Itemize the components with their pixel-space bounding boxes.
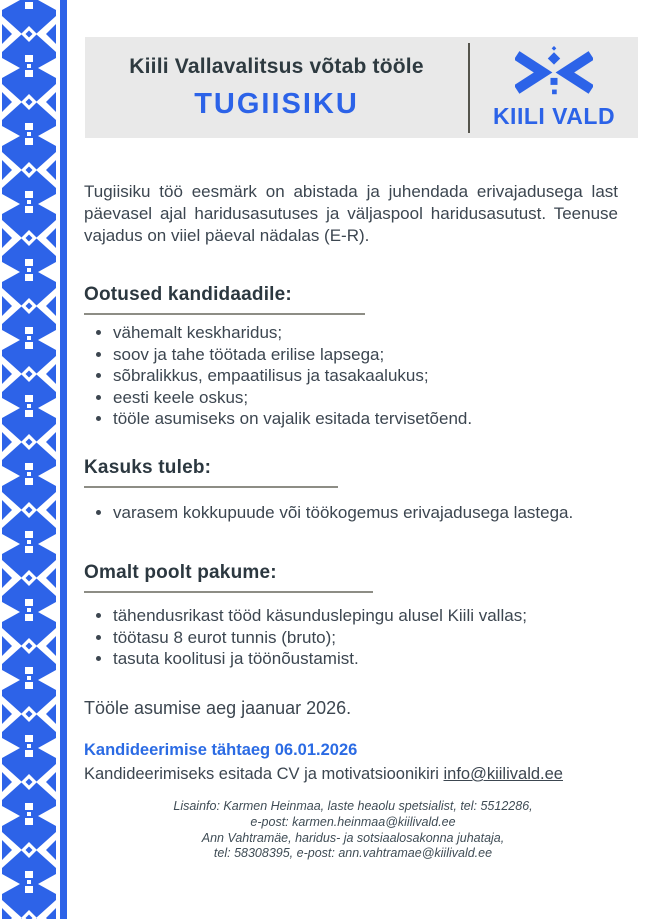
apply-instruction-text: Kandideerimiseks esitada CV ja motivatsioonikiri: [84, 765, 444, 783]
apply-instruction: [84, 765, 622, 784]
footer-contact-line: tel: 58308395, e-post: ann.vahtramae@kiilivald.ee: [213, 846, 493, 861]
footer-contacts: [84, 799, 622, 862]
list-item: • eesti keele oskus;: [113, 387, 650, 409]
bullet-list-expectations: [84, 322, 650, 430]
folk-pattern-border: [0, 0, 71, 919]
list-item: • sõbralikkus, empaatilisus ja tasakaalukus;: [113, 365, 650, 387]
list-item: • vähemalt keskharidus;: [113, 322, 650, 344]
header-title-block: [85, 55, 468, 121]
position-title: TUGIISIKU: [194, 87, 359, 120]
list-item: • töötasu 8 eurot tunnis (bruto);: [113, 627, 650, 649]
dragonfly-icon: [515, 46, 593, 102]
page-title: Kiili Vallavalitsus võtab tööle: [129, 54, 424, 78]
footer-contact-line: e-post: karmen.heinmaa@kiilivald.ee: [250, 814, 456, 829]
logo-text: KIILI VALD: [492, 102, 616, 129]
bullet-list-advantage: [84, 502, 650, 524]
header-banner: [85, 37, 638, 138]
deadline-note: Kandideerimise tähtaeg 06.01.2026: [84, 741, 358, 759]
footer-contact-line: Lisainfo: Karmen Heinmaa, laste heaolu spetsialist, tel: 5512286,: [173, 799, 533, 813]
logo-block: [470, 46, 638, 130]
list-item: • soov ja tahe töötada erilise lapsega;: [113, 344, 650, 366]
list-item: • tasuta koolitusi ja töönõustamist.: [113, 648, 650, 670]
bullet-list-offer: [84, 605, 650, 670]
footer-contact-line: Ann Vahtramäe, haridus- ja sotsiaalosakonna juhataja,: [201, 830, 505, 845]
list-item: • varasem kokkupuude või töökogemus erivajadusega lastega.: [113, 502, 650, 524]
section-heading-expectations: Ootused kandidaadile:: [84, 284, 365, 315]
start-date-note: Tööle asumise aeg jaanuar 2026.: [84, 698, 352, 718]
list-item: • tähendusrikast tööd käsunduslepingu alusel Kiili vallas;: [113, 605, 650, 627]
section-heading-advantage: Kasuks tuleb:: [84, 457, 338, 488]
intro-paragraph: Tugiisiku töö eesmärk on abistada ja juhendada erivajadusega last päevasel ajal haridusasutuses ja väljaspool haridusasutust. Teenuse vajadus on viiel päeval nädalas (E-R).: [84, 182, 618, 245]
list-item: • tööle asumiseks on vajalik esitada tervisetõend.: [113, 408, 650, 430]
email-link[interactable]: info@kiilivald.ee: [443, 765, 563, 783]
section-heading-offer: Omalt poolt pakume:: [84, 562, 373, 593]
